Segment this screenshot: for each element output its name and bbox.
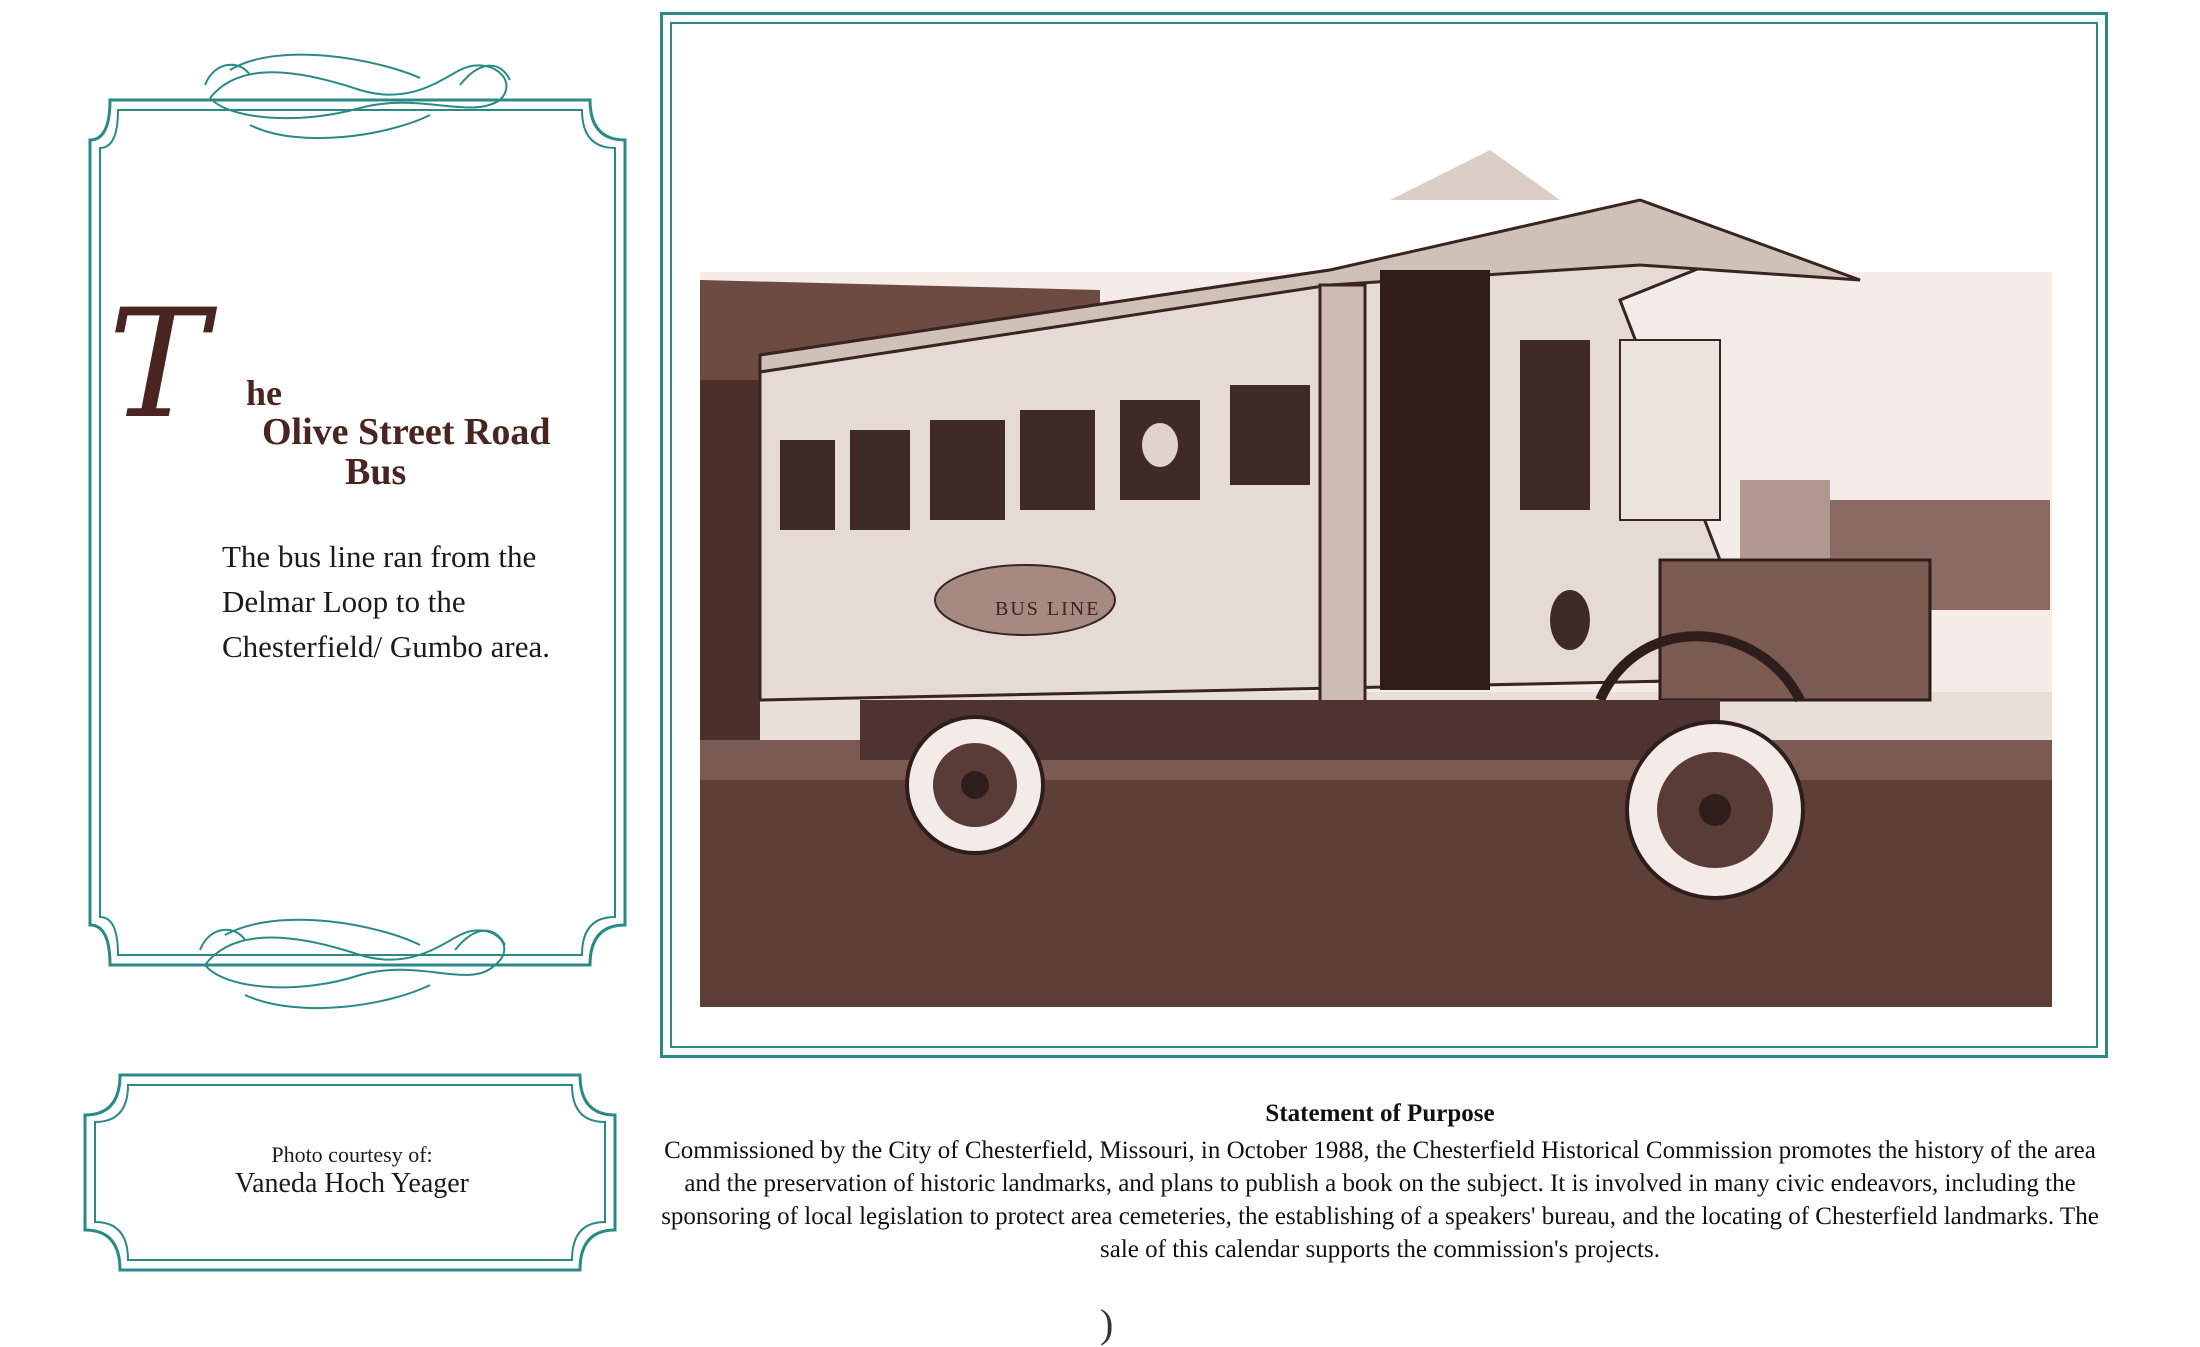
bus-sign-text: BUS LINE xyxy=(995,598,1101,620)
courtesy-name: Vaneda Hoch Yeager xyxy=(234,1168,470,1199)
title-initial: T xyxy=(108,278,209,452)
photo-frame-inner xyxy=(670,22,2098,1048)
title-line3: Bus xyxy=(345,451,407,493)
statement-body: Commissioned by the City of Chesterfield, Missouri, in October 1988, the Chesterfield Historical Commission promotes the history of the area and the preservation of historic landmarks, and plans to publish a book on the subject. It is involved in many civic endeavors, including the sponsoring of local legislation to protect area cemeteries, the establishing of a speakers' bureau, and the locating of Chesterfield landmarks. The sale of this calendar supports the commission's projects. xyxy=(661,1137,2099,1263)
flourish-top-ornament xyxy=(205,55,510,138)
page-binding-mark: ) xyxy=(1100,1301,1114,1346)
statement-title: Statement of Purpose xyxy=(1265,1100,1495,1127)
description-text: The bus line ran from the Delmar Loop to the Chesterfield/ Gumbo area. xyxy=(222,539,550,664)
title-line2: Olive Street Road xyxy=(262,411,551,453)
title-line1: he xyxy=(246,373,282,413)
courtesy-label: Photo courtesy of: xyxy=(271,1142,433,1167)
caption-frame xyxy=(90,100,625,965)
